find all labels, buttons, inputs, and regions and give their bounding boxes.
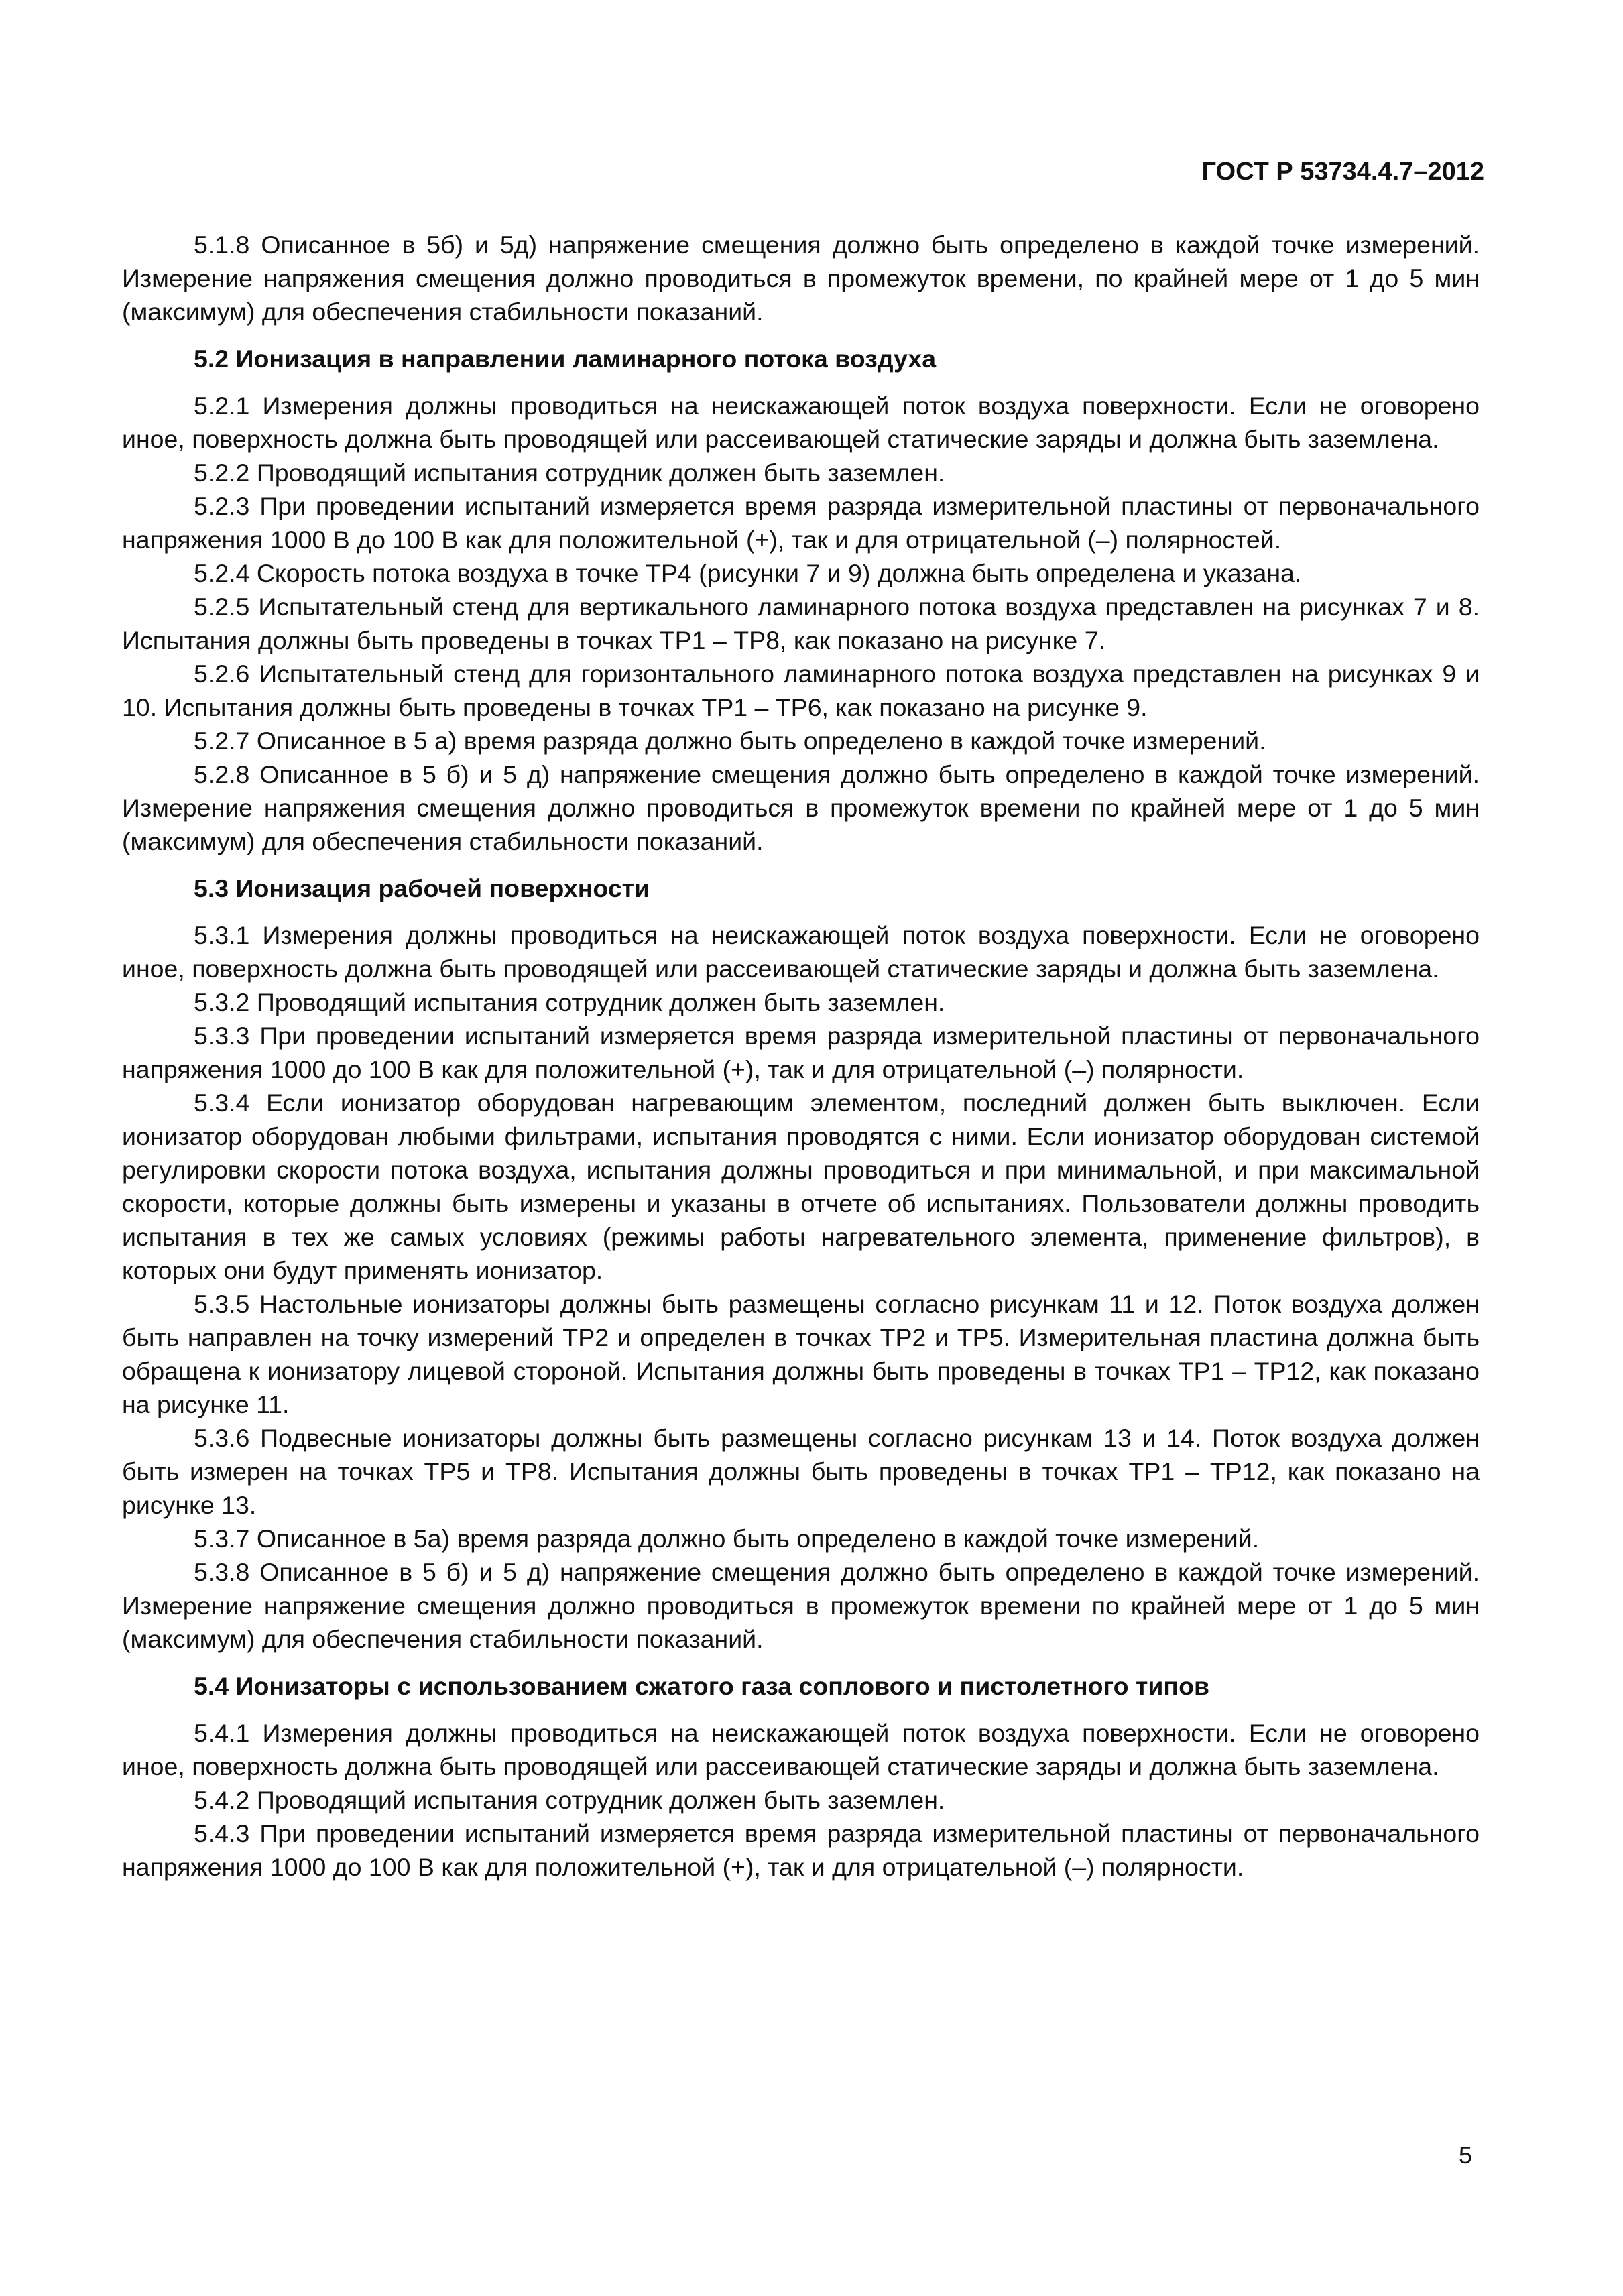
paragraph-5-2-3: 5.2.3 При проведении испытаний измеряется время разряда измерительной пластины от первоначального напряжения 1000 В до 100 В как для положительной (+), так и для отрицательной (–) полярностей. (122, 492, 1480, 554)
paragraph-5-3-3: 5.3.3 При проведении испытаний измеряется время разряда измерительной пластины от первоначального напряжения 1000 до 100 В как для положительной (+), так и для отрицательной (–) полярности. (122, 1022, 1480, 1083)
section-heading-5-3: 5.3 Ионизация рабочей поверхности (194, 874, 650, 902)
paragraph-5-3-5: 5.3.5 Настольные ионизаторы должны быть размещены согласно рисункам 11 и 12. Поток воздуха должен быть направлен на точку измерений ТР2 и определен в точках ТР2 и ТР5. Измерительная пластина должна быть обращена к ионизатору лицевой стороной. Испытания должны быть проведены в точках ТР1 – ТР12, как показано на рисунке 11. (122, 1290, 1480, 1418)
paragraph-5-4-1: 5.4.1 Измерения должны проводиться на неискажающей поток воздуха поверхности. Если не оговорено иное, поверхность должна быть проводящей или рассеивающей статические заряды и должна быть заземлена. (122, 1719, 1480, 1780)
paragraph-5-1-8: 5.1.8 Описанное в 5б) и 5д) напряжение смещения должно быть определено в каждой точке измерений. Измерение напряжения смещения должно проводиться в промежуток времени, по крайней мере от 1 до 5 мин (максимум) для обеспечения стабильности показаний. (122, 231, 1480, 326)
paragraph-5-3-8: 5.3.8 Описанное в 5 б) и 5 д) напряжение смещения должно быть определено в каждой точке измерений. Измерение напряжение смещения должно проводиться в промежуток времени по крайней мере от 1 до 5 мин (максимум) для обеспечения стабильности показаний. (122, 1558, 1480, 1653)
paragraph-5-3-1: 5.3.1 Измерения должны проводиться на неискажающей поток воздуха поверхности. Если не оговорено иное, поверхность должна быть проводящей или рассеивающей статические заряды и должна быть заземлена. (122, 921, 1480, 983)
paragraph-5-2-8: 5.2.8 Описанное в 5 б) и 5 д) напряжение смещения должно быть определено в каждой точке измерений. Измерение напряжения смещения должно проводиться в промежуток времени по крайней мере от 1 до 5 мин (максимум) для обеспечения стабильности показаний. (122, 760, 1480, 855)
paragraph-5-4-2: 5.4.2 Проводящий испытания сотрудник должен быть заземлен. (194, 1786, 945, 1814)
paragraph-5-3-4: 5.3.4 Если ионизатор оборудован нагревающим элементом, последний должен быть выключен. Если ионизатор оборудован любыми фильтрами, испытания проводятся с ними. Если ионизатор оборудован системой регулировки скорости потока воздуха, испытания должны проводиться и при минимальной, и при максимальной скорости, которые должны быть измерены и указаны в отчете об испытаниях. Пользователи должны проводить испытания в тех же самых условиях (режимы работы нагревательного элемента, применение фильтров), в которых они будут применять ионизатор. (122, 1089, 1480, 1284)
document-body (122, 228, 1480, 1884)
page-number: 5 (1458, 2141, 1472, 2169)
document-header: ГОСТ Р 53734.4.7–2012 (1201, 158, 1484, 186)
paragraph-5-2-6: 5.2.6 Испытательный стенд для горизонтального ламинарного потока воздуха представлен на рисунках 9 и 10. Испытания должны быть проведены в точках ТР1 – ТР6, как показано на рисунке 9. (122, 660, 1480, 721)
paragraph-5-3-6: 5.3.6 Подвесные ионизаторы должны быть размещены согласно рисункам 13 и 14. Поток воздуха должен быть измерен на точках ТР5 и ТР8. Испытания должны быть проведены в точках ТР1 – ТР12, как показано на рисунке 13. (122, 1424, 1480, 1519)
section-heading-5-4: 5.4 Ионизаторы с использованием сжатого газа соплового и пистолетного типов (194, 1672, 1210, 1700)
paragraph-5-4-3: 5.4.3 При проведении испытаний измеряется время разряда измерительной пластины от первоначального напряжения 1000 до 100 В как для положительной (+), так и для отрицательной (–) полярности. (122, 1819, 1480, 1881)
paragraph-5-2-4: 5.2.4 Скорость потока воздуха в точке ТР4 (рисунки 7 и 9) должна быть определена и указана. (194, 559, 1302, 587)
paragraph-5-2-1: 5.2.1 Измерения должны проводиться на неискажающей поток воздуха поверхности. Если не оговорено иное, поверхность должна быть проводящей или рассеивающей статические заряды и должна быть заземлена. (122, 391, 1480, 453)
paragraph-5-3-2: 5.3.2 Проводящий испытания сотрудник должен быть заземлен. (194, 988, 945, 1016)
paragraph-5-3-7: 5.3.7 Описанное в 5а) время разряда должно быть определено в каждой точке измерений. (194, 1524, 1260, 1553)
paragraph-5-2-7: 5.2.7 Описанное в 5 а) время разряда должно быть определено в каждой точке измерений. (194, 727, 1266, 755)
paragraph-5-2-5: 5.2.5 Испытательный стенд для вертикального ламинарного потока воздуха представлен на рисунках 7 и 8. Испытания должны быть проведены в точках ТР1 – ТР8, как показано на рисунке 7. (122, 593, 1480, 654)
paragraph-5-2-2: 5.2.2 Проводящий испытания сотрудник должен быть заземлен. (194, 459, 945, 487)
section-heading-5-2: 5.2 Ионизация в направлении ламинарного потока воздуха (194, 345, 937, 373)
